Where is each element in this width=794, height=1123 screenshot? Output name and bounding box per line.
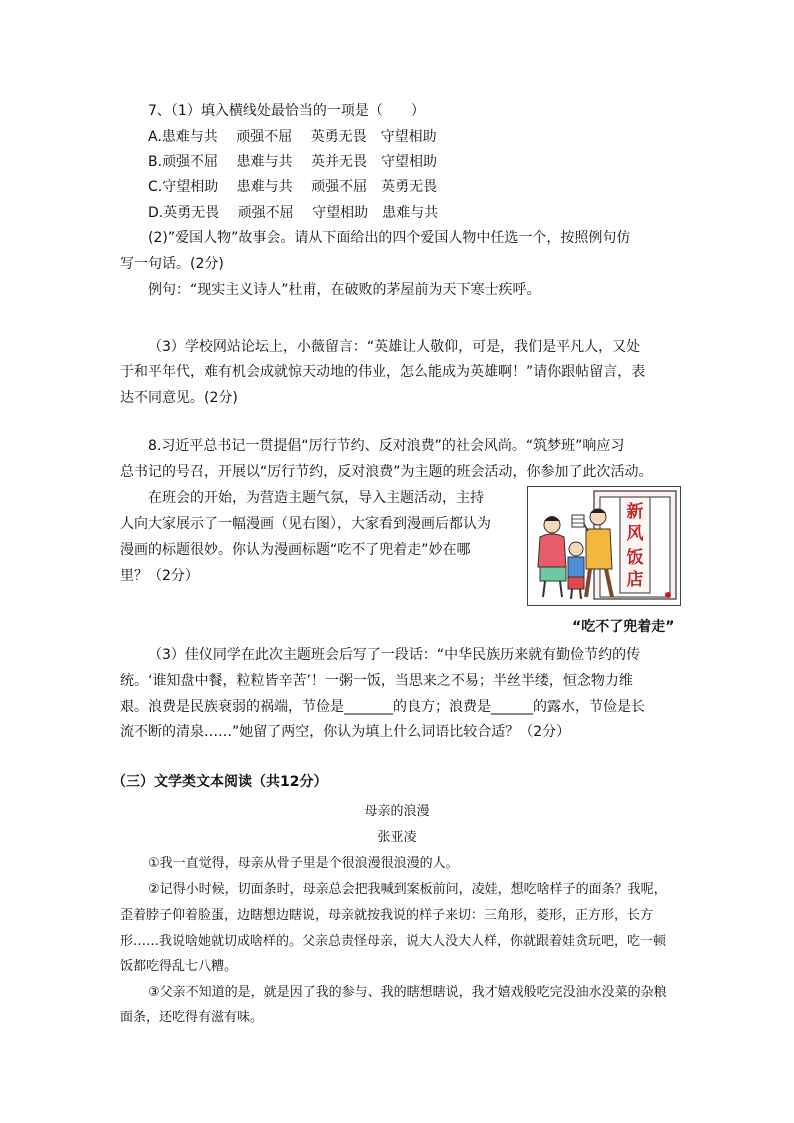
q8-part3-line: 统。‘谁知盘中餐，粒粒皆辛苦’！一粥一饭，当思来之不易；半丝半缕，恒念物力维 (120, 673, 633, 689)
article-line: 形……我说啥她就切成啥样的。父亲总责怪母亲，说大人没大人样，你就跟着娃贪玩吧，吃一顿 (120, 934, 667, 949)
q7-option-c: C.守望相助 患难与共 顽强不屈 英勇无畏 (148, 179, 438, 195)
article-title: 母亲的浪漫 (364, 804, 430, 819)
q7-stem: 7、（1）填入横线处最恰当的一项是（ ） (148, 103, 425, 119)
q7-part2-line: 写一句话。(2分) (120, 256, 224, 272)
q8-part3-line: 艰。浪费是民族衰弱的祸端，节俭是_______的良方；浪费是______的露水，节俭是长 (120, 699, 645, 715)
cartoon-sign-char: 新 (626, 502, 644, 522)
article-line: 歪着脖子仰着脸蛋，边瞎想边瞎说，母亲就按我说的样子来切：三角形，菱形，正方形，长方 (120, 908, 654, 923)
q7-part2-line: (2)”爱国人物”故事会。请从下面给出的四个爱国人物中任选一个，按照例句仿 (148, 230, 631, 246)
q7-option-a: A.患难与共 顽强不屈 英勇无畏 守望相助 (148, 129, 437, 145)
q8-intro-line: 8.习近平总书记一贯提倡“厉行节约、反对浪费”的社会风尚。“筑梦班”响应习 (148, 438, 625, 454)
q8-part-line: 人向大家展示了一幅漫画（见右图），大家看到漫画后都认为 (120, 516, 491, 532)
q8-part3-line: 流不断的清泉……”她留了两空，你认为填上什么词语比较合适？（2分） (120, 724, 571, 740)
section-heading: （三）文学类文本阅读（共12分） (112, 774, 328, 790)
q8-intro-line: 总书记的号召，开展以“厉行节约，反对浪费”为主题的班会活动，你参加了此次活动。 (120, 464, 653, 480)
q8-part-line: 里？（2分） (120, 568, 199, 584)
q7-part3-line: （3）学校网站论坛上，小薇留言：“英雄让人敬仰，可是，我们是平凡人，又处 (148, 339, 641, 355)
cartoon-sign-char: 风 (626, 524, 644, 544)
cartoon-sign-char: 店 (626, 570, 644, 590)
q8-part-line: 漫画的标题很妙。你认为漫画标题“吃不了兜着走”妙在哪 (120, 542, 471, 558)
article-line: 面条，还吃得有滋有味。 (120, 1010, 264, 1025)
cartoon-illustration (527, 486, 681, 606)
cartoon-sign-char: 饭 (626, 548, 644, 568)
q7-option-d: D.英勇无畏 顽强不屈 守望相助 患难与共 (148, 205, 439, 221)
article-line: ①我一直觉得，母亲从骨子里是个很浪漫很浪漫的人。 (148, 856, 459, 871)
cartoon-caption: “吃不了兜着走” (572, 619, 675, 635)
q8-part3-line: （3）佳仪同学在此次主题班会后写了一段话：“中华民族历来就有勤俭节约的传 (148, 647, 641, 663)
article-line: ③父亲不知道的是，就是因了我的参与、我的瞎想瞎说，我才嬉戏般吃完没油水没菜的杂粮 (148, 985, 667, 1000)
q7-part3-line: 于和平年代，难有机会成就惊天动地的伟业，怎么能成为英雄啊！”请你跟帖留言，表 (120, 364, 646, 380)
q8-part-line: 在班会的开始，为营造主题气氛，导入主题活动，主持 (148, 490, 484, 506)
article-line: 饭都吃得乱七八糟。 (120, 959, 238, 974)
q7-example: 例句：“现实主义诗人”杜甫，在破败的茅屋前为天下寒士疾呼。 (148, 282, 541, 298)
article-author: 张亚凌 (377, 830, 417, 845)
article-line: ②记得小时候，切面条时，母亲总会把我喊到案板前问，凌娃，想吃啥样子的面条？我呢， (148, 882, 667, 897)
q7-option-b: B.顽强不屈 患难与共 英并无畏 守望相助 (148, 154, 437, 170)
q7-part3-line: 达不同意见。(2分) (120, 390, 238, 406)
